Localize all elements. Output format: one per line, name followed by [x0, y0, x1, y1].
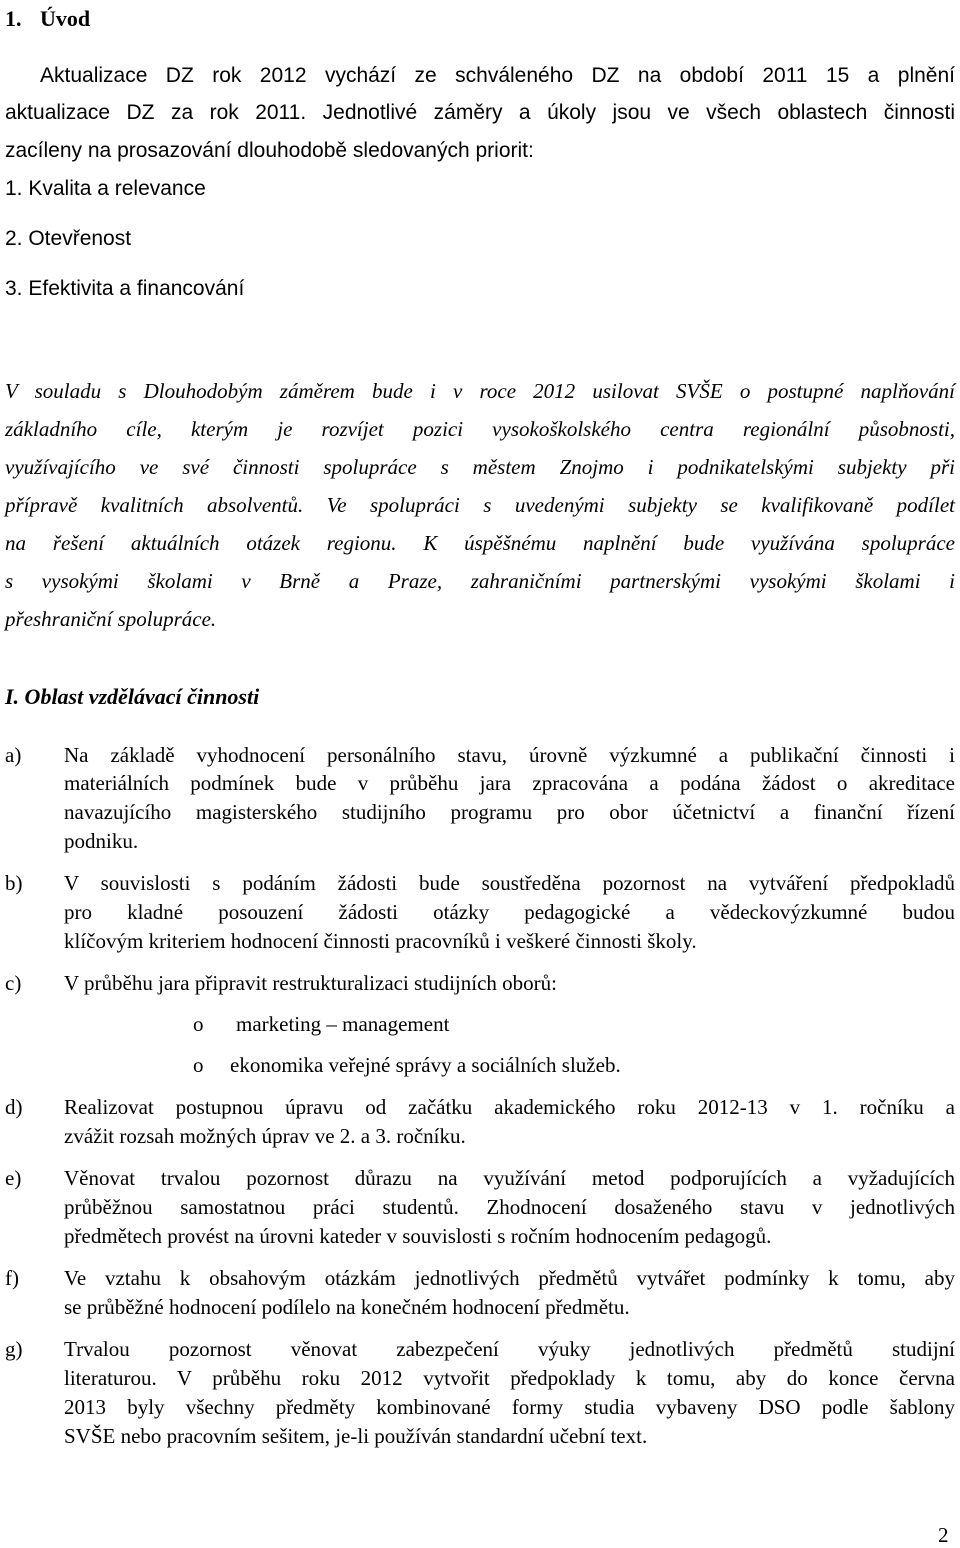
item-c-label: c) — [5, 971, 22, 995]
priority-1: 1. Kvalita a relevance — [5, 177, 206, 200]
item-c-bullet-1: o — [193, 1012, 204, 1036]
item-g-line-4: SVŠE nebo pracovním sešitem, je-li používán standardní učební text. — [64, 1424, 648, 1448]
item-g-line-2: literaturou. V průběhu roku 2012 vytvořit předpoklady k tomu, aby do konce června — [64, 1366, 955, 1390]
item-g-label: g) — [5, 1337, 23, 1361]
page-number: 2 — [938, 1523, 949, 1547]
item-c-line-1: V průběhu jara připravit restrukturalizaci studijních oborů: — [64, 971, 557, 995]
item-a-line-2: materiálních podmínek bude v průběhu jara zpracována a podána žádost o akreditace — [64, 771, 955, 795]
priority-2: 2. Otevřenost — [5, 227, 132, 250]
item-b-line-1: V souvislosti s podáním žádosti bude soustředěna pozornost na vytváření předpokladů — [64, 871, 955, 895]
intro-line-1: Aktualizace DZ rok 2012 vychází ze schváleného DZ na období 2011 15 a plnění — [40, 64, 955, 87]
item-d-label: d) — [5, 1095, 23, 1119]
heading-number: 1. — [5, 6, 22, 31]
italic-line-1: V souladu s Dlouhodobým záměrem bude i v roce 2012 usilovat SVŠE o postupné naplňování — [5, 379, 955, 403]
italic-line-6: s vysokými školami v Brně a Praze, zahraničními partnerskými vysokými školami i — [5, 569, 955, 593]
item-c-subitem-2: ekonomika veřejné správy a sociálních služeb. — [230, 1053, 621, 1077]
intro-line-2: aktualizace DZ za rok 2011. Jednotlivé záměry a úkoly jsou ve všech oblastech činnosti — [5, 101, 955, 124]
item-e-label: e) — [5, 1166, 22, 1190]
priority-3: 3. Efektivita a financování — [5, 277, 245, 300]
italic-line-3: využívajícího ve své činnosti spolupráce s městem Znojmo i podnikatelskými subjekty při — [5, 455, 955, 479]
italic-line-5: na řešení aktuálních otázek regionu. K úspěšnému naplnění bude využívána spolupráce — [5, 531, 955, 555]
item-e-line-3: předmětech provést na úrovni kateder v souvislosti s ročním hodnocením pedagogů. — [64, 1224, 772, 1248]
item-d-line-2: zvážit rozsah možných úprav ve 2. a 3. ročníku. — [64, 1124, 466, 1148]
item-c-bullet-2: o — [193, 1053, 204, 1077]
item-b-label: b) — [5, 871, 23, 895]
item-a-line-4: podniku. — [64, 829, 139, 853]
italic-line-7: přeshraniční spolupráce. — [5, 607, 217, 631]
section-title: I. Oblast vzdělávací činnosti — [5, 684, 260, 709]
item-f-line-2: se průběžné hodnocení podílelo na konečném hodnocení předmětu. — [64, 1295, 630, 1319]
item-g-line-3: 2013 byly všechny předměty kombinované formy studia vybaveny DSO podle šablony — [64, 1395, 955, 1419]
item-a-line-1: Na základě vyhodnocení personálního stavu, úrovně výzkumné a publikační činnosti i — [64, 743, 955, 767]
item-a-line-3: navazujícího magisterského studijního programu pro obor účetnictví a finanční řízení — [64, 800, 955, 824]
item-b-line-3: klíčovým kriteriem hodnocení činnosti pracovníků i veškeré činnosti školy. — [64, 929, 697, 953]
item-f-label: f) — [5, 1266, 19, 1290]
item-b-line-2: pro kladné posouzení žádosti otázky pedagogické a vědeckovýzkumné budou — [64, 900, 955, 924]
italic-line-4: přípravě kvalitních absolventů. Ve spolupráci s uvedenými subjekty se kvalifikovaně podílet — [5, 493, 955, 517]
item-f-line-1: Ve vztahu k obsahovým otázkám jednotlivých předmětů vytvářet podmínky k tomu, aby — [64, 1266, 955, 1290]
item-e-line-1: Věnovat trvalou pozornost důrazu na využívání metod podporujících a vyžadujících — [64, 1166, 955, 1190]
italic-line-2: základního cíle, kterým je rozvíjet pozici vysokoškolského centra regionální působnosti, — [5, 417, 955, 441]
intro-line-3: zacíleny na prosazování dlouhodobě sledovaných priorit: — [5, 139, 534, 162]
item-c-subitem-1: marketing – management — [236, 1012, 450, 1036]
item-e-line-2: průběžnou samostatnou práci studentů. Zhodnocení dosaženého stavu v jednotlivých — [64, 1195, 955, 1219]
heading-title: Úvod — [40, 6, 91, 31]
item-a-label: a) — [5, 743, 22, 767]
item-g-line-1: Trvalou pozornost věnovat zabezpečení výuky jednotlivých předmětů studijní — [64, 1337, 955, 1361]
item-d-line-1: Realizovat postupnou úpravu od začátku akademického roku 2012-13 v 1. ročníku a — [64, 1095, 955, 1119]
